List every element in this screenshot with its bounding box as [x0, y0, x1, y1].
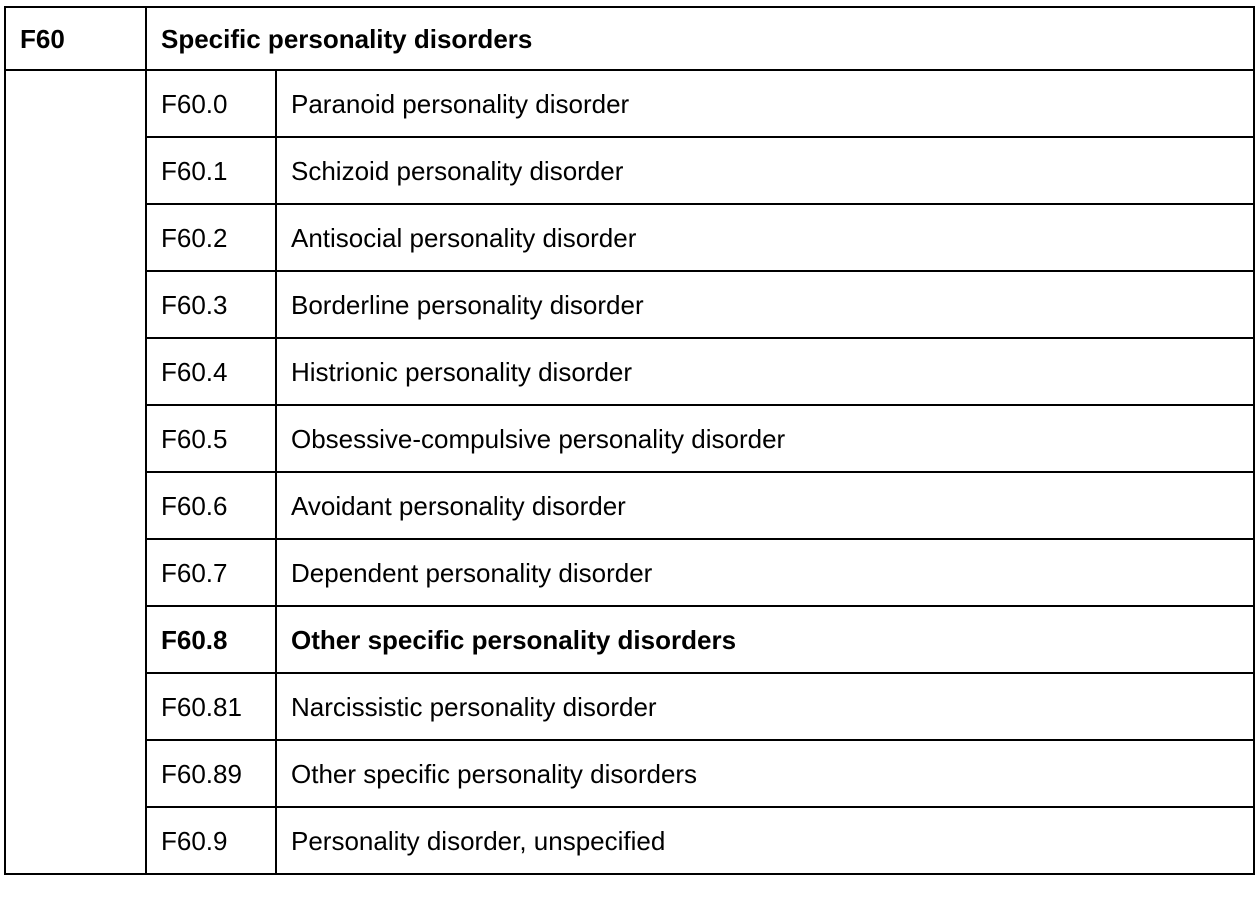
- table-row: [5, 271, 1254, 338]
- table-row: [5, 673, 1254, 740]
- subcode: F60.0: [146, 70, 276, 137]
- subcode-description: Personality disorder, unspecified: [276, 807, 1254, 874]
- subcode-description: Antisocial personality disorder: [276, 204, 1254, 271]
- subcode-description: Other specific personality disorders: [276, 740, 1254, 807]
- subcode-description: Avoidant personality disorder: [276, 472, 1254, 539]
- table-row: [5, 472, 1254, 539]
- subcode: F60.81: [146, 673, 276, 740]
- table-row: [5, 807, 1254, 874]
- subcode-description: Other specific personality disorders: [276, 606, 1254, 673]
- table-row: [5, 740, 1254, 807]
- table-row: [5, 137, 1254, 204]
- category-header-row: [5, 7, 1254, 70]
- subcode: F60.89: [146, 740, 276, 807]
- subcode: F60.8: [146, 606, 276, 673]
- category-code: F60: [5, 7, 146, 70]
- subcode-description: Narcissistic personality disorder: [276, 673, 1254, 740]
- subcode: F60.5: [146, 405, 276, 472]
- subcode: F60.6: [146, 472, 276, 539]
- table-row: [5, 405, 1254, 472]
- subcode-description: Obsessive-compulsive personality disorder: [276, 405, 1254, 472]
- subcode-description: Schizoid personality disorder: [276, 137, 1254, 204]
- subcode: F60.3: [146, 271, 276, 338]
- subcode-description: Histrionic personality disorder: [276, 338, 1254, 405]
- subcode: F60.7: [146, 539, 276, 606]
- subcode: F60.1: [146, 137, 276, 204]
- subcode-description: Borderline personality disorder: [276, 271, 1254, 338]
- subcode: F60.2: [146, 204, 276, 271]
- category-title: Specific personality disorders: [146, 7, 1254, 70]
- table-row: [5, 606, 1254, 673]
- icd-code-table: [4, 6, 1255, 875]
- category-indent-cell: [5, 70, 146, 874]
- subcode-description: Paranoid personality disorder: [276, 70, 1254, 137]
- subcode-description: Dependent personality disorder: [276, 539, 1254, 606]
- subcode: F60.9: [146, 807, 276, 874]
- subcode: F60.4: [146, 338, 276, 405]
- table-row: [5, 204, 1254, 271]
- table-row: [5, 70, 1254, 137]
- table-row: [5, 539, 1254, 606]
- table-row: [5, 338, 1254, 405]
